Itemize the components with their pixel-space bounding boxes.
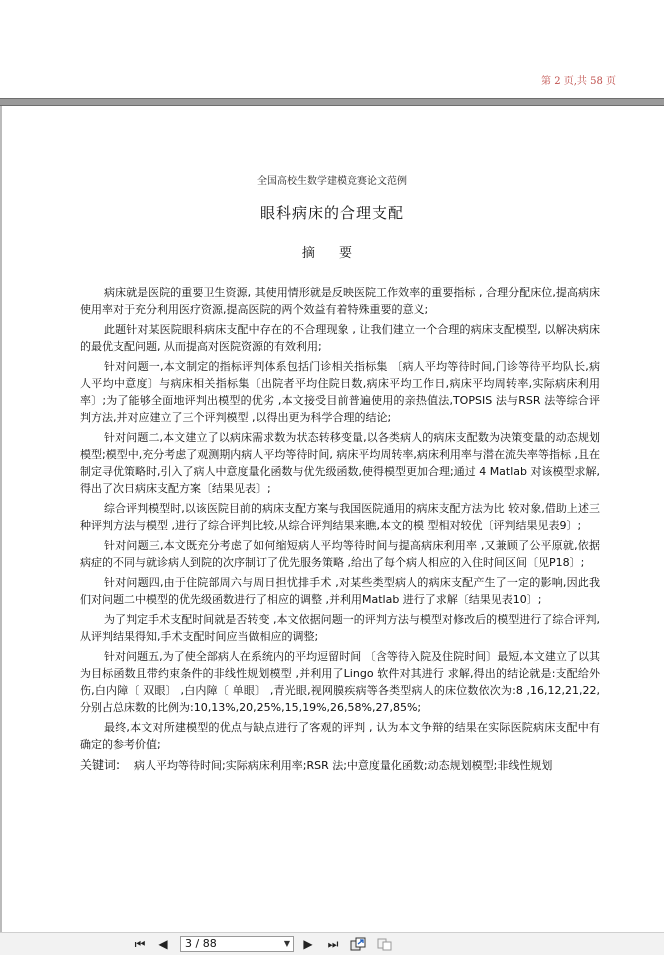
abstract-body	[80, 284, 600, 777]
abstract-paragraph: 针对问题五,为了使全部病人在系统内的平均逗留时间 〔含等待入院及住院时间〕最短,本文建立了以其为目标函数且带约束条件的非线性规划模型 ,并利用了Lingo 软件对其进行 求解,得出的结论就是:支配给外伤,白内障〔 双眼〕 ,白内障〔 单眼〕 ,青光眼,视网膜疾病等各类型病人的床位数依次为:8 ,16,12,21,22, 分别占总床数的比例为:10,13%,20,25%,15,19%,26,58%,27,85%;	[80, 650, 600, 714]
abstract-paragraph: 针对问题一,本文制定的指标评判体系包括门诊相关指标集 〔病人平均等待时间,门诊等待平均队长,病人平均中意度〕与病床相关指标集〔出院者平均住院日数,病床平均工作日,病床平均周转率,实际病床利用率〕;为了能够全面地评判出模型的优劣 ,本文接受目前普遍使用的亲热值法,TOPSIS 法与RSR 法等综合评判方法,并对应建立了三个评判模型 ,以得出更为科学合理的结论;	[80, 360, 600, 424]
page-edge	[0, 106, 2, 932]
page-separator	[0, 98, 664, 106]
copy-icon[interactable]	[376, 937, 394, 951]
abstract-paragraph: 为了判定手术支配时间就是否转变 ,本文依据问题一的评判方法与模型对修改后的模型进行了综合评判,从评判结果得知,手术支配时间应当做相应的调整;	[80, 613, 600, 643]
next-page-icon[interactable]: ▶	[303, 937, 313, 951]
paper-title: 眼科病床的合理支配	[259, 204, 404, 222]
abstract-paragraph: 针对问题四,由于住院部周六与周日担忧排手术 ,对某些类型病人的病床支配产生了一定的影响,因此我们对问题二中模型的优先级函数进行了相应的调整 ,并利用Matlab 进行了求解〔结果见表10〕;	[80, 576, 600, 606]
collection-heading: 全国高校生数学建模竞赛论文范例	[257, 176, 407, 187]
keywords-text: 病人平均等待时间;实际病床利用率;RSR 法;中意度量化函数;动态规划模型;非线性规划	[134, 759, 553, 772]
export-icon[interactable]	[350, 937, 368, 951]
abstract-paragraph: 此题针对某医院眼科病床支配中存在的不合理现象 , 让我们建立一个合理的病床支配模型, 以解决病床的最优支配问题, 从而提高对医院资源的有效利用;	[80, 323, 600, 353]
keywords-label: 关键词:	[80, 758, 121, 772]
viewer-toolbar	[0, 932, 664, 955]
previous-page-icon[interactable]: ◀	[158, 937, 168, 951]
document-page	[0, 106, 664, 932]
page-number-value: 3 / 88	[185, 937, 217, 950]
page-dropdown-icon[interactable]: ▼	[283, 939, 290, 948]
last-page-icon[interactable]: ⏭	[327, 937, 339, 951]
keywords	[80, 757, 600, 774]
first-page-icon[interactable]: ⏮	[134, 937, 146, 951]
export-icon-graphic	[350, 937, 368, 951]
page-indicator: 第 2 页,共 58 页	[541, 76, 616, 87]
abstract-paragraph: 综合评判模型时,以该医院目前的病床支配方案与我国医院通用的病床支配方法为比 较对象,借助上述三种评判方法与模型 ,进行了综合评判比较,从综合评判结果来瞧,本文的模 型相对较优〔评判结果见表9〕;	[80, 502, 600, 532]
abstract-paragraph: 针对问题二,本文建立了以病床需求数为状态转移变量,以各类病人的病床支配数为决策变量的动态规划模型;模型中,充分考虑了观测期内病人平均等待时间, 病床平均周转率,病床利用率与潜在流失率等指标 ,且在制定寻优策略时,引入了病人中意度量化函数与优先级函数,使得模型更加合理;通过 4 Matlab 对该模型求解,得出了次日病床支配方案〔结果见表〕;	[80, 431, 601, 495]
abstract-heading: 摘 要	[301, 246, 363, 261]
page-number-select[interactable]	[180, 936, 294, 952]
previous-page	[0, 0, 664, 98]
abstract-paragraph: 最终,本文对所建模型的优点与缺点进行了客观的评判 , 认为本文争辩的结果在实际医院病床支配中有确定的参考价值;	[80, 721, 600, 751]
copy-icon-graphic	[376, 937, 394, 951]
abstract-paragraph: 针对问题三,本文既充分考虑了如何缩短病人平均等待时间与提高病床利用率 ,又兼顾了公平原就,依据病症的不同与就诊病人到院的次序制订了优先服务策略 ,给出了每个病人相应的入住时间区间〔见P18〕;	[80, 539, 600, 569]
abstract-paragraph: 病床就是医院的重要卫生资源, 其使用情形就是反映医院工作效率的重要指标 , 合理分配床位,提高病床使用率对于充分利用医疗资源,提高医院的两个效益有着特殊重要的意义;	[80, 286, 600, 316]
